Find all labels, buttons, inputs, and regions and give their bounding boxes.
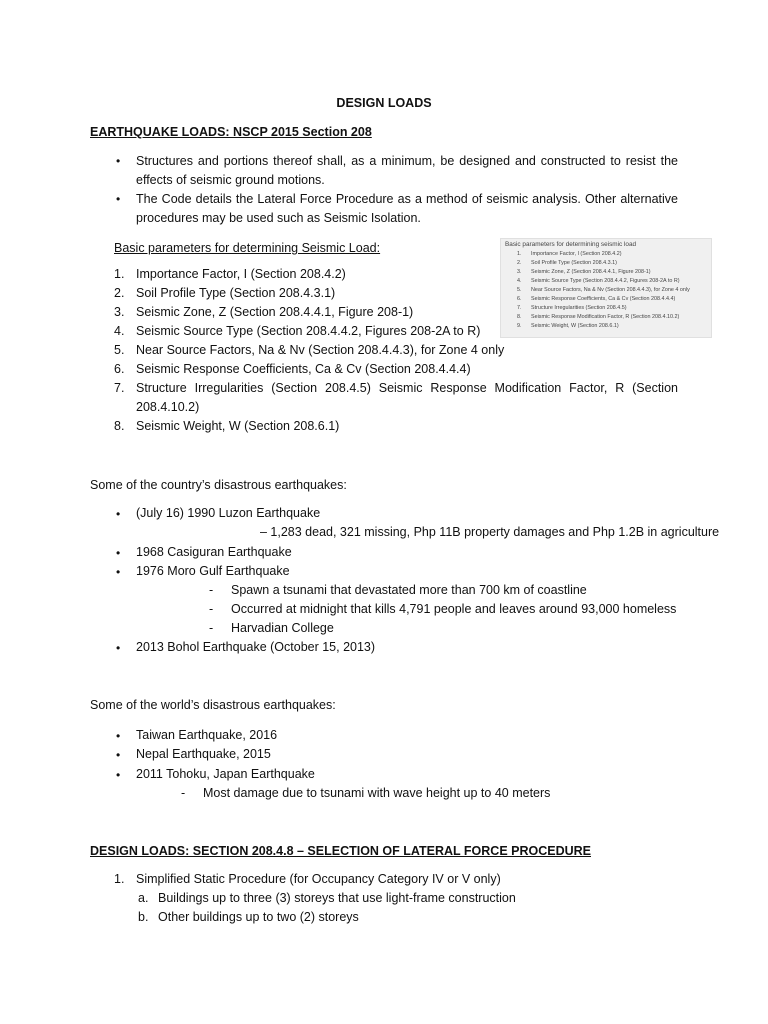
country-earthquake-item: (July 16) 1990 Luzon Earthquake [136, 506, 321, 520]
list-number: 8. [114, 419, 125, 433]
list-number: 5. [114, 343, 125, 357]
param-item: Seismic Zone, Z (Section 208.4.4.1, Figure 208-1) [136, 305, 414, 319]
procedure-item: Simplified Static Procedure (for Occupancy Category IV or V only) [136, 872, 501, 886]
param-item: Seismic Source Type (Section 208.4.4.2, Figures 208-2A to R) [136, 324, 481, 338]
procedure-subitem: Other buildings up to two (2) storeys [158, 910, 359, 924]
country-earthquake-item: 1968 Casiguran Earthquake [136, 545, 292, 559]
bullet-marker: • [116, 768, 121, 782]
country-earthquakes-heading: Some of the country’s disastrous earthquakes: [90, 478, 347, 492]
dash-marker: - [181, 786, 186, 800]
world-earthquakes-heading: Some of the world’s disastrous earthquakes: [90, 698, 336, 712]
bullet-marker: • [116, 546, 121, 560]
country-earthquake-detail: Spawn a tsunami that devastated more than 700 km of coastline [231, 583, 587, 597]
dash-marker: - [209, 621, 214, 635]
param-item: Near Source Factors, Na & Nv (Section 208.4.4.3), for Zone 4 only [136, 343, 505, 357]
param-item: Seismic Weight, W (Section 208.6.1) [136, 419, 340, 433]
list-number: 2. [114, 286, 125, 300]
ref-image-item: 2. Soil Profile Type (Section 208.4.3.1) [517, 260, 617, 266]
country-earthquake-detail: Harvadian College [231, 621, 334, 635]
param-item: Soil Profile Type (Section 208.4.3.1) [136, 286, 336, 300]
ref-image-item: 1. Importance Factor, I (Section 208.4.2) [517, 251, 622, 257]
procedure-subitem: Buildings up to three (3) storeys that use light-frame construction [158, 891, 516, 905]
dash-marker: - [209, 602, 214, 616]
bullet-marker: • [116, 729, 121, 743]
section-heading-earthquake-loads: EARTHQUAKE LOADS: NSCP 2015 Section 208 [90, 125, 372, 139]
list-number: 3. [114, 305, 125, 319]
param-item: Importance Factor, I (Section 208.4.2) [136, 267, 346, 281]
list-number: 7. [114, 381, 125, 395]
country-earthquake-detail: – 1,283 dead, 321 missing, Php 11B property damages and Php 1.2B in agriculture [260, 525, 720, 539]
world-earthquake-detail: Most damage due to tsunami with wave height up to 40 meters [203, 786, 551, 800]
params-heading: Basic parameters for determining Seismic Load: [114, 241, 381, 255]
world-earthquake-item: 2011 Tohoku, Japan Earthquake [136, 767, 315, 781]
reference-image-seismic-parameters [500, 238, 712, 338]
bullet-marker: • [116, 154, 121, 168]
ref-image-item: 9. Seismic Weight, W (Section 208.6.1) [517, 323, 619, 329]
country-earthquake-item: 2013 Bohol Earthquake (October 15, 2013) [136, 640, 376, 654]
param-item: Structure Irregularities (Section 208.4.5) Seismic Response Modification Factor, R (Section 208.4.10.2) [136, 381, 678, 414]
list-number: 1. [114, 872, 125, 886]
section-heading-lateral-force: DESIGN LOADS: SECTION 208.4.8 – SELECTION OF LATERAL FORCE PROCEDURE [90, 844, 591, 858]
param-item: Seismic Response Coefficients, Ca & Cv (Section 208.4.4.4) [136, 362, 471, 376]
ref-image-item: 4. Seismic Source Type (Section 208.4.4.2, Figures 208-2A to R) [517, 278, 680, 284]
intro-bullet-2: The Code details the Lateral Force Procedure as a method of seismic analysis. Other alternative procedures may be used such as Seismic Isolation. [136, 192, 678, 225]
bullet-marker: • [116, 192, 121, 206]
bullet-marker: • [116, 565, 121, 579]
list-number: 4. [114, 324, 125, 338]
ref-image-item: 6. Seismic Response Coefficients, Ca & Cv (Section 208.4.4.4) [517, 296, 676, 302]
list-number: 6. [114, 362, 125, 376]
list-letter: b. [138, 910, 149, 924]
country-earthquake-item: 1976 Moro Gulf Earthquake [136, 564, 290, 578]
dash-marker: - [209, 583, 214, 597]
ref-image-item: 8. Seismic Response Modification Factor, R (Section 208.4.10.2) [517, 314, 680, 320]
bullet-marker: • [116, 507, 121, 521]
country-earthquake-detail: Occurred at midnight that kills 4,791 people and leaves around 93,000 homeless [231, 602, 677, 616]
ref-image-item: 5. Near Source Factors, Na & Nv (Section 208.4.4.3), for Zone 4 only [517, 287, 690, 293]
list-number: 1. [114, 267, 125, 281]
bullet-marker: • [116, 641, 121, 655]
world-earthquake-item: Nepal Earthquake, 2015 [136, 747, 271, 761]
intro-bullet-1: Structures and portions thereof shall, as a minimum, be designed and constructed to resist the effects of seismic ground motions. [136, 154, 678, 187]
ref-image-item: 3. Seismic Zone, Z (Section 208.4.4.1, Figure 208-1) [517, 269, 651, 275]
world-earthquake-item: Taiwan Earthquake, 2016 [136, 728, 278, 742]
ref-image-item: 7. Structure Irregularities (Section 208.4.5) [517, 305, 627, 311]
ref-image-title: Basic parameters for determining seismic load [505, 241, 637, 248]
list-letter: a. [138, 891, 149, 905]
bullet-marker: • [116, 748, 121, 762]
page-title: DESIGN LOADS [336, 96, 432, 110]
